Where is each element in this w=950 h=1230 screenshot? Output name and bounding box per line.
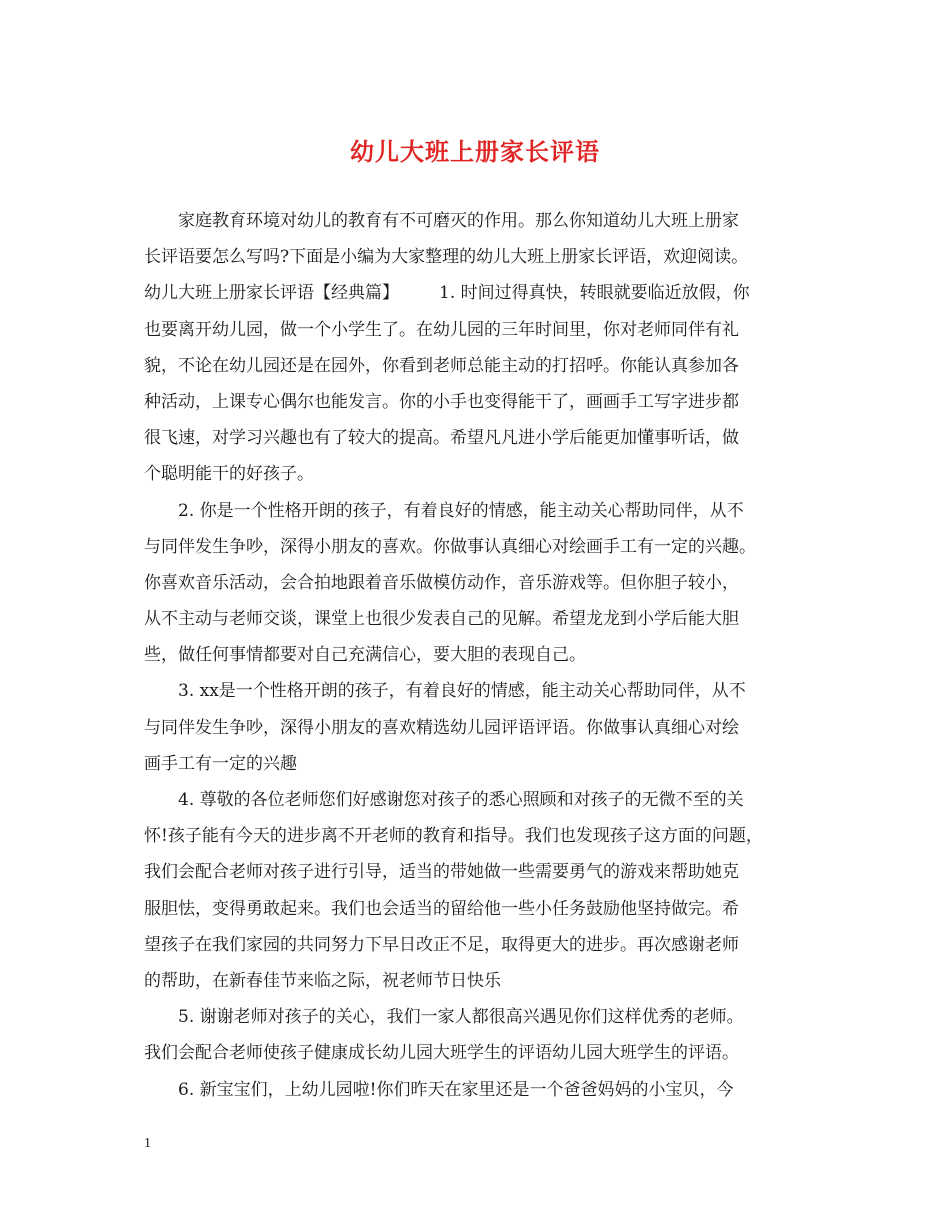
text-line: 6. 新宝宝们，上幼儿园啦!你们昨天在家里还是一个爸爸妈妈的小宝贝，今 xyxy=(178,1079,734,1100)
text-line: 画手工有一定的兴趣 xyxy=(144,753,297,774)
text-line: 貌，不论在幼儿园还是在园外，你看到老师总能主动的打招呼。你能认真参加各 xyxy=(144,355,739,376)
text-line: 与同伴发生争吵，深得小朋友的喜欢。你做事认真细心对绘画手工有一定的兴趣。 xyxy=(144,536,756,557)
text-segment: 1. 时间过得真快，转眼就要临近放假，你 xyxy=(439,283,750,304)
text-line: 很飞速，对学习兴趣也有了较大的提高。希望凡凡进小学后能更加懂事听话，做 xyxy=(144,428,739,449)
document-body xyxy=(144,203,814,1108)
text-line: 我们会配合老师使孩子健康成长幼儿园大班学生的评语幼儿园大班学生的评语。 xyxy=(144,1043,739,1064)
text-line: 3. xx是一个性格开朗的孩子，有着良好的情感，能主动关心帮助同伴，从不 xyxy=(178,681,746,702)
text-line: 怀!孩子能有今天的进步离不开老师的教育和指导。我们也发现孩子这方面的问题， xyxy=(144,826,763,847)
text-line: 长评语要怎么写吗?下面是小编为大家整理的幼儿大班上册家长评语，欢迎阅读。 xyxy=(144,247,749,268)
text-line: 服胆怯，变得勇敢起来。我们也会适当的留给他一些小任务鼓励他坚持做完。希 xyxy=(144,898,739,919)
text-line: 从不主动与老师交谈，课堂上也很少发表自己的见解。希望龙龙到小学后能大胆 xyxy=(144,609,739,630)
text-line: 种活动，上课专心偶尔也能发言。你的小手也变得能干了，画画手工写字进步都 xyxy=(144,391,739,412)
text-line: 望孩子在我们家园的共同努力下早日改正不足，取得更大的进步。再次感谢老师 xyxy=(144,934,739,955)
text-line: 的帮助，在新春佳节来临之际，祝老师节日快乐 xyxy=(144,970,501,991)
text-line: 5. 谢谢老师对孩子的关心，我们一家人都很高兴遇见你们这样优秀的老师。 xyxy=(178,1007,744,1028)
text-line: 你喜欢音乐活动，会合拍地跟着音乐做模仿动作，音乐游戏等。但你胆子较小， xyxy=(144,572,739,593)
text-line-with-heading xyxy=(144,275,814,311)
text-line: 也要离开幼儿园，做一个小学生了。在幼儿园的三年时间里，你对老师同伴有礼 xyxy=(144,319,739,340)
text-line: 些，做任何事情都要对自己充满信心，要大胆的表现自己。 xyxy=(144,645,586,666)
text-line: 我们会配合老师对孩子进行引导，适当的带她做一些需要勇气的游戏来帮助她克 xyxy=(144,862,739,883)
document-title: 幼儿大班上册家长评语 xyxy=(350,137,600,166)
text-line: 与同伴发生争吵，深得小朋友的喜欢精选幼儿园评语评语。你做事认真细心对绘 xyxy=(144,717,739,738)
text-line: 4. 尊敬的各位老师您们好感谢您对孩子的悉心照顾和对孩子的无微不至的关 xyxy=(178,790,744,810)
text-line: 2. 你是一个性格开朗的孩子，有着良好的情感，能主动关心帮助同伴，从不 xyxy=(178,500,744,521)
section-heading: 幼儿大班上册家长评语【经典篇】 xyxy=(144,283,399,304)
text-line: 家庭教育环境对幼儿的教育有不可磨灭的作用。那么你知道幼儿大班上册家 xyxy=(178,211,739,231)
page-number: 1 xyxy=(144,1136,151,1151)
text-line: 个聪明能干的好孩子。 xyxy=(144,464,314,485)
